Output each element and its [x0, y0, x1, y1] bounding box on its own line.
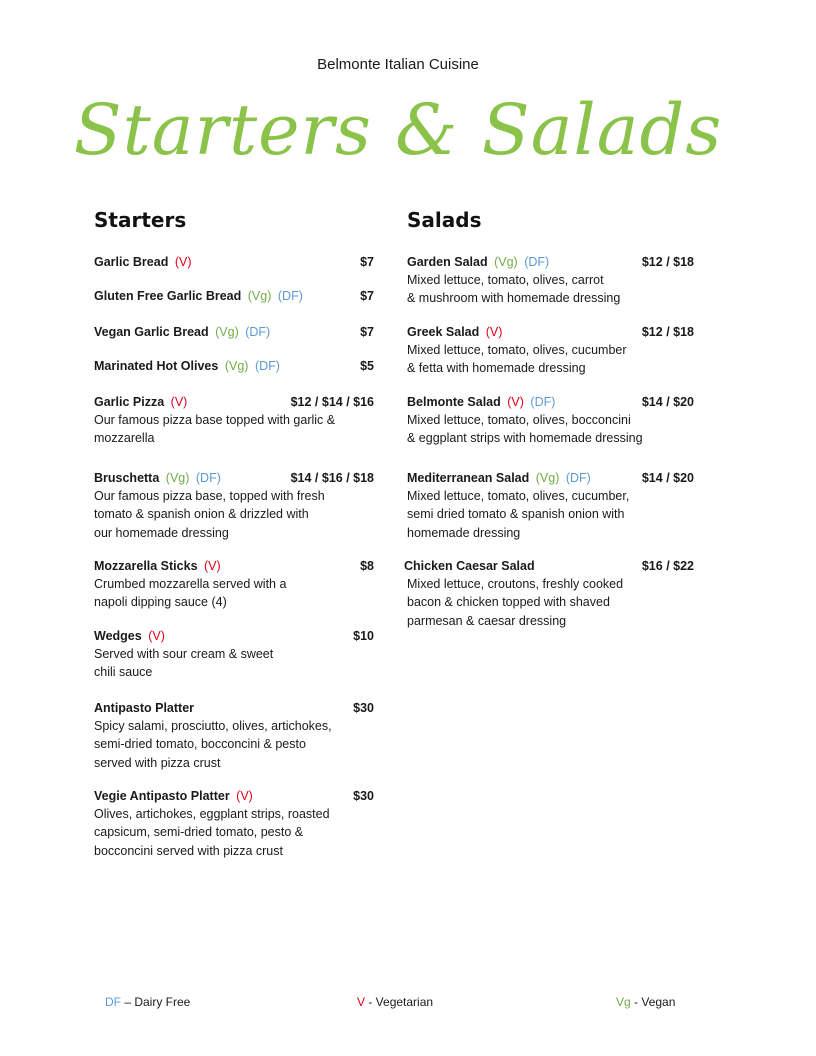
menu-item-name: Marinated Hot Olives	[94, 359, 219, 373]
dietary-tag-v: (V)	[174, 255, 192, 269]
menu-item	[407, 253, 694, 308]
dietary-tag-v: (V)	[148, 629, 165, 643]
menu-item-price: $30	[353, 701, 374, 715]
menu-item-price: $14 / $20	[641, 395, 694, 409]
legend-vegan	[616, 995, 675, 1009]
dietary-tag-df: (DF)	[565, 471, 591, 485]
menu-item-header	[94, 627, 374, 645]
menu-item	[94, 393, 374, 448]
menu-item-name: Garlic Pizza	[94, 395, 165, 409]
menu-item	[407, 469, 694, 542]
menu-item-header	[94, 253, 374, 271]
menu-item-name: Chicken Caesar Salad	[404, 559, 535, 573]
menu-item-name: Wedges	[94, 629, 142, 643]
menu-item-header	[94, 787, 374, 805]
dietary-tag-df: (DF)	[524, 255, 550, 269]
page-title: Starters & Salads	[73, 89, 723, 171]
menu-item-header	[407, 323, 694, 341]
dietary-tag-vg: (Vg)	[494, 255, 518, 269]
menu-item-name-group	[94, 253, 192, 271]
dietary-tag-v: (V)	[485, 325, 503, 339]
menu-item-name-group	[407, 253, 549, 271]
menu-item	[407, 323, 694, 378]
menu-item-description: Mixed lettuce, tomato, olives, carrot & mushroom with homemade dressing	[407, 273, 621, 306]
legend-df-code: DF	[105, 995, 121, 1009]
menu-item-description: Olives, artichokes, eggplant strips, roasted capsicum, semi-dried tomato, pesto & bocconcini served with pizza crust	[94, 807, 330, 858]
dietary-tag-df: (DF)	[245, 325, 271, 339]
menu-item-header	[94, 393, 374, 411]
menu-item-name-group	[94, 787, 253, 805]
menu-item-price: $14 / $16 / $18	[290, 471, 374, 485]
dietary-tag-df: (DF)	[254, 359, 280, 373]
menu-item-name-group	[407, 323, 502, 341]
menu-item-description: Our famous pizza base, topped with fresh tomato & spanish onion & drizzled with our homemade dressing	[94, 489, 325, 540]
menu-item-price: $14 / $20	[641, 471, 694, 485]
menu-item-name-group	[94, 323, 270, 341]
menu-item-name-group	[94, 393, 187, 411]
dietary-tag-vg: (Vg)	[247, 289, 272, 303]
menu-item-description: Mixed lettuce, tomato, olives, cucumber & fetta with homemade dressing	[407, 343, 627, 376]
menu-item-name-group	[94, 699, 194, 717]
menu-item-name: Garlic Bread	[94, 255, 169, 269]
menu-item	[94, 699, 374, 772]
menu-item-price: $16 / $22	[641, 559, 694, 573]
menu-item-price: $7	[360, 325, 374, 339]
menu-item-name-group	[407, 469, 591, 487]
menu-item	[94, 469, 374, 542]
menu-item-price: $12 / $18	[641, 325, 694, 339]
legend-vegetarian	[357, 995, 433, 1009]
menu-item	[94, 287, 374, 305]
legend-v-text: - Vegetarian	[365, 995, 434, 1009]
menu-item-name: Mozzarella Sticks	[94, 559, 198, 573]
dietary-tag-vg: (Vg)	[215, 325, 239, 339]
menu-item-header	[404, 557, 694, 575]
menu-item	[404, 557, 694, 630]
dietary-tag-v: (V)	[170, 395, 188, 409]
dietary-tag-v: (V)	[236, 789, 253, 803]
legend-dairy-free	[105, 995, 190, 1009]
salads-heading: Salads	[407, 208, 482, 232]
dietary-tag-v: (V)	[204, 559, 221, 573]
menu-item-price: $7	[360, 289, 374, 303]
menu-item-header	[94, 357, 374, 375]
restaurant-name: Belmonte Italian Cuisine	[317, 56, 479, 73]
menu-item-name-group	[407, 393, 555, 411]
menu-item-price: $8	[360, 559, 374, 573]
menu-item-description: Mixed lettuce, croutons, freshly cooked bacon & chicken topped with shaved parmesan & caesar dressing	[407, 577, 624, 628]
menu-item-header	[94, 699, 374, 717]
menu-item	[94, 627, 374, 682]
menu-item-name: Gluten Free Garlic Bread	[94, 289, 242, 303]
dietary-tag-vg: (Vg)	[165, 471, 190, 485]
menu-item	[407, 393, 694, 448]
menu-item-price: $12 / $14 / $16	[290, 395, 374, 409]
menu-item-header	[407, 393, 694, 411]
starters-column	[94, 205, 374, 858]
menu-item-price: $10	[353, 629, 374, 643]
menu-item-name-group	[94, 627, 165, 645]
menu-item-description: Crumbed mozzarella served with a napoli dipping sauce (4)	[94, 577, 287, 610]
menu-item-name-group	[94, 287, 303, 305]
menu-item-header	[407, 469, 694, 487]
menu-item-name-group	[94, 357, 280, 375]
menu-item-header	[94, 469, 374, 487]
menu-item-price: $7	[360, 255, 374, 269]
menu-item-name: Garden Salad	[407, 255, 488, 269]
menu-item	[94, 557, 374, 612]
menu-item-name: Greek Salad	[407, 325, 480, 339]
dietary-tag-df: (DF)	[530, 395, 556, 409]
menu-item-name: Antipasto Platter	[94, 701, 195, 715]
legend-vg-text: - Vegan	[630, 995, 676, 1009]
legend-v-code: V	[357, 995, 366, 1009]
menu-item-description: Served with sour cream & sweet chili sauce	[94, 647, 274, 680]
menu-item-name: Mediterranean Salad	[407, 471, 530, 485]
dietary-tag-df: (DF)	[195, 471, 221, 485]
dietary-tag-vg: (Vg)	[224, 359, 249, 373]
menu-item-name: Bruschetta	[94, 471, 160, 485]
menu-item-description: Our famous pizza base topped with garlic & mozzarella	[94, 413, 336, 446]
menu-item-name-group	[404, 557, 535, 575]
starters-heading: Starters	[94, 208, 187, 232]
menu-item-name: Vegie Antipasto Platter	[94, 789, 230, 803]
menu-item	[94, 787, 374, 860]
menu-item-name-group	[94, 557, 221, 575]
menu-item-header	[94, 287, 374, 305]
menu-item	[94, 323, 374, 341]
menu-item	[94, 357, 374, 375]
menu-item-header	[407, 253, 694, 271]
menu-item-price: $5	[360, 359, 374, 373]
menu-item-description: Spicy salami, prosciutto, olives, artichokes, semi-dried tomato, bocconcini & pesto served with pizza crust	[94, 719, 332, 770]
dietary-tag-vg: (Vg)	[535, 471, 560, 485]
salads-column	[404, 205, 694, 628]
dietary-tag-df: (DF)	[277, 289, 303, 303]
menu-item-header	[94, 323, 374, 341]
dietary-tag-v: (V)	[507, 395, 524, 409]
menu-item-description: Mixed lettuce, tomato, olives, bocconcini & eggplant strips with homemade dressing	[407, 413, 643, 446]
menu-item-name: Vegan Garlic Bread	[94, 325, 209, 339]
legend-vg-code: Vg	[616, 995, 631, 1009]
legend-df-text: – Dairy Free	[121, 995, 191, 1009]
menu-item	[94, 253, 374, 271]
menu-item-name: Belmonte Salad	[407, 395, 501, 409]
menu-item-price: $12 / $18	[641, 255, 694, 269]
menu-item-header	[94, 557, 374, 575]
menu-item-description: Mixed lettuce, tomato, olives, cucumber, semi dried tomato & spanish onion with homemade dressing	[407, 489, 630, 540]
menu-item-name-group	[94, 469, 221, 487]
menu-item-price: $30	[353, 789, 374, 803]
